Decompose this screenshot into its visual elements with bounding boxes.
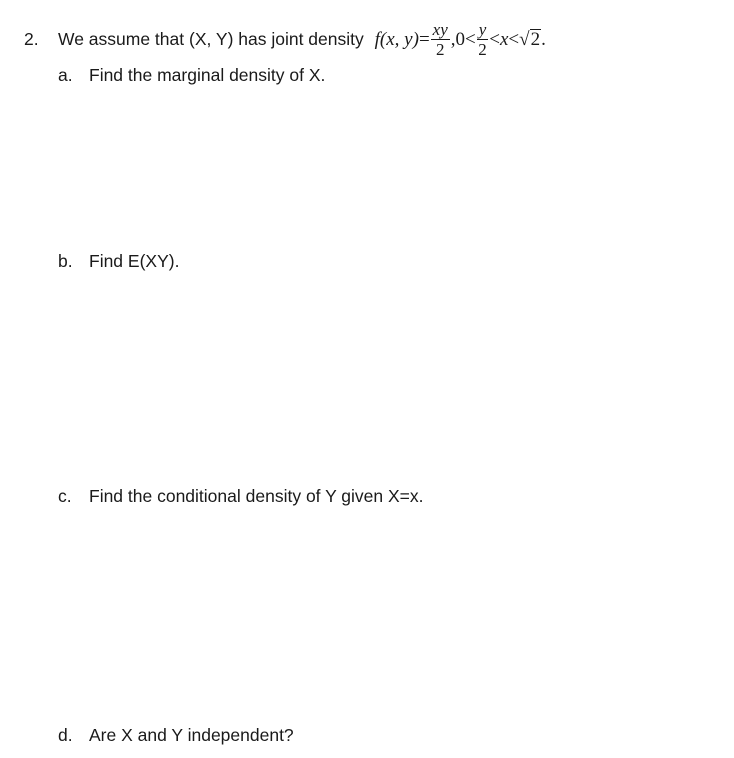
question-2 [24, 22, 546, 59]
part-a [58, 65, 325, 86]
question-number: 2. [24, 28, 39, 49]
part-c [58, 486, 424, 507]
fraction-xy-over-2: $\frac{xy}{2}$ [432, 20, 448, 59]
part-label: c. [58, 486, 72, 506]
fraction-y-over-2: $\frac{y}{2}$ [478, 20, 487, 59]
part-text: Find E(XY). [89, 251, 180, 271]
part-label: a. [58, 65, 73, 85]
part-label: b. [58, 251, 73, 271]
density-formula: f(x, y)= $\frac{xy}{2}$ ,0< $\frac{y}{2}$ <x<√2. [374, 20, 546, 59]
part-text: Are X and Y independent? [89, 725, 294, 745]
part-d [58, 725, 294, 746]
part-text: Find the marginal density of X. [89, 65, 326, 85]
sqrt-two: √2 [519, 28, 541, 50]
part-label: d. [58, 725, 73, 745]
part-text: Find the conditional density of Y given X=x. [89, 486, 424, 506]
question-text: We assume that (X, Y) has joint density [58, 28, 364, 49]
part-b [58, 251, 179, 272]
